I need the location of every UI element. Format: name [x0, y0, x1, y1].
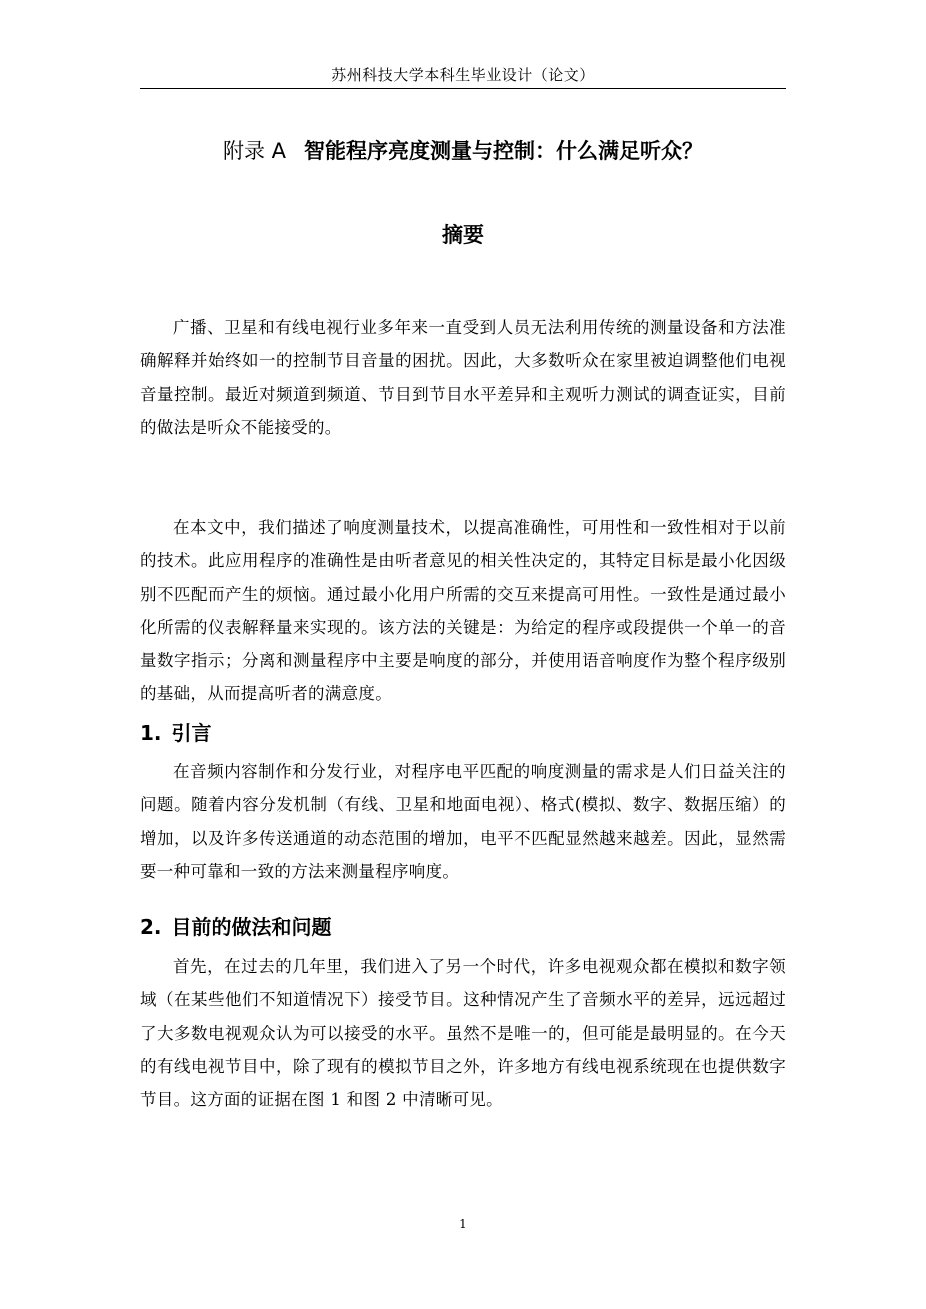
section-heading-introduction: [140, 718, 786, 748]
abstract-heading: 摘要: [442, 223, 484, 247]
section-title: 目前的做法和问题: [171, 915, 332, 939]
section-number: 1.: [140, 721, 162, 745]
appendix-title: [140, 134, 786, 168]
page-number: 1: [459, 1217, 467, 1231]
running-header: 苏州科技大学本科生毕业设计（论文）: [331, 66, 595, 84]
section-title: 引言: [171, 721, 212, 745]
abstract-paragraph-2: 在本文中，我们描述了响度测量技术，以提高准确性，可用性和一致性相对于以前的技术。此应用程序的准确性是由听者意见的相关性决定的，其特定目标是最小化因级别不匹配而产生的烦恼。通过最小化用户所需的交互来提高可用性。一致性是通过最小化所需的仪表解释量来实现的。该方法的关键是：为给定的程序或段提供一个单一的音量数字指示；分离和测量程序中主要是响度的部分，并使用语音响度作为整个程序级别的基础，从而提高听者的满意度。: [140, 518, 786, 704]
introduction-paragraph: 在音频内容制作和分发行业，对程序电平匹配的响度测量的需求是人们日益关注的问题。随着内容分发机制（有线、卫星和地面电视）、格式(模拟、数字、数据压缩）的增加，以及许多传送通道的动态范围的增加，电平不匹配显然越来越差。因此，显然需要一种可靠和一致的方法来测量程序响度。: [140, 762, 786, 881]
abstract-paragraph-1: 广播、卫星和有线电视行业多年来一直受到人员无法利用传统的测量设备和方法准确解释并始终如一的控制节目音量的困扰。因此，大多数听众在家里被迫调整他们电视音量控制。最近对频道到频道、节目到节目水平差异和主观听力测试的调查证实，目前的做法是听众不能接受的。: [140, 318, 786, 437]
current-practice-paragraph: 首先，在过去的几年里，我们进入了另一个时代，许多电视观众都在模拟和数字领域（在某些他们不知道情况下）接受节目。这种情况产生了音频水平的差异，远远超过了大多数电视观众认为可以接受的水平。虽然不是唯一的，但可能是最明显的。在今天的有线电视节目中，除了现有的模拟节目之外，许多地方有线电视系统现在也提供数字节目。这方面的证据在图 1 和图 2 中清晰可见。: [140, 957, 786, 1110]
section-number: 2.: [140, 915, 162, 939]
appendix-title-text: 智能程序亮度测量与控制：什么满足听众？: [304, 139, 704, 163]
section-heading-current-practice: [140, 912, 786, 942]
appendix-label: 附录 A: [222, 139, 287, 163]
header-rule: [140, 88, 786, 89]
